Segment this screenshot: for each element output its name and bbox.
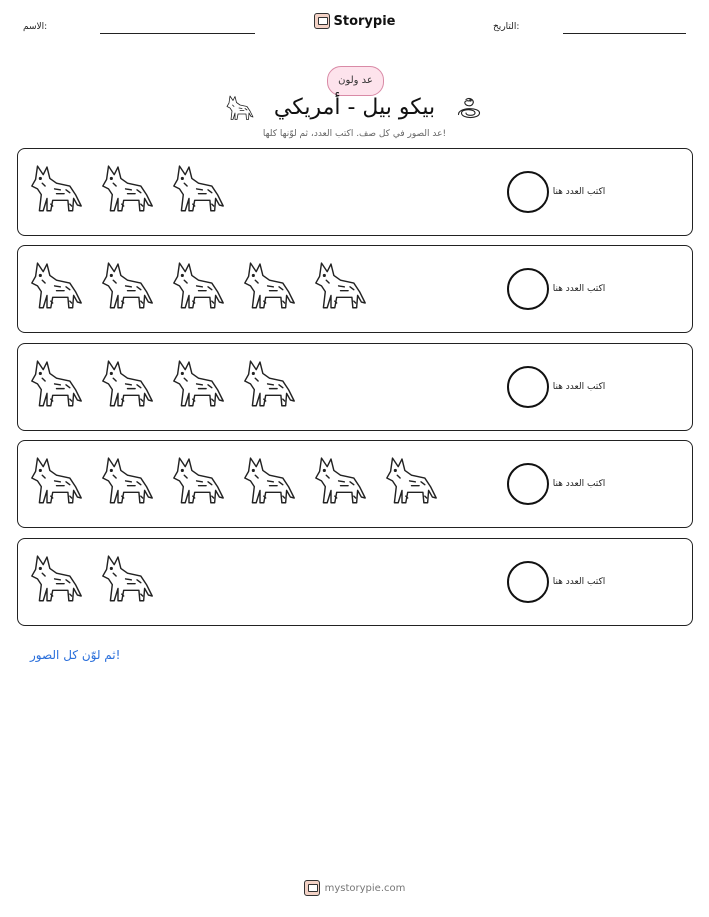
- animal-group: [28, 159, 227, 219]
- coyote-icon: [170, 256, 227, 316]
- coyote-icon: [99, 451, 156, 511]
- coyote-icon: [99, 549, 156, 609]
- coyote-icon: [312, 451, 369, 511]
- coyote-icon: [241, 256, 298, 316]
- animal-group: [28, 256, 369, 316]
- count-row-4: [17, 440, 693, 528]
- snake-icon: [454, 92, 484, 122]
- answer-circle[interactable]: [507, 463, 549, 505]
- logo-text: Storypie: [333, 13, 396, 29]
- count-row-3: [17, 343, 693, 431]
- name-line[interactable]: [100, 33, 255, 34]
- logo: [0, 13, 709, 33]
- coyote-icon: [99, 256, 156, 316]
- answer-label: اكتب العدد هنا: [552, 187, 606, 197]
- coyote-icon: [28, 549, 85, 609]
- answer-label: اكتب العدد هنا: [552, 382, 606, 392]
- answer-label: اكتب العدد هنا: [552, 479, 606, 489]
- coyote-icon: [241, 354, 298, 414]
- animal-group: [28, 549, 156, 609]
- coyote-icon: [170, 451, 227, 511]
- coyote-icon: [28, 354, 85, 414]
- count-row-5: [17, 538, 693, 626]
- answer-label: اكتب العدد هنا: [552, 577, 606, 587]
- count-row-1: [17, 148, 693, 236]
- coyote-icon: [28, 451, 85, 511]
- coyote-icon: [312, 256, 369, 316]
- coyote-icon: [170, 159, 227, 219]
- coyote-icon: [28, 256, 85, 316]
- coyote-icon: [170, 354, 227, 414]
- worksheet-title: بيكو بيل - أمريكي: [273, 94, 436, 120]
- animal-group: [28, 451, 440, 511]
- date-label: التاريخ:: [493, 22, 520, 32]
- date-line[interactable]: [563, 33, 686, 34]
- coyote-icon: [383, 451, 440, 511]
- answer-circle[interactable]: [507, 171, 549, 213]
- answer-circle[interactable]: [507, 366, 549, 408]
- title-row: [0, 92, 709, 126]
- coyote-icon: [28, 159, 85, 219]
- name-label: الاسم:: [23, 22, 48, 32]
- color-instruction: ثم لوّن كل الصور!: [30, 648, 121, 662]
- answer-label: اكتب العدد هنا: [552, 284, 606, 294]
- count-row-2: [17, 245, 693, 333]
- coyote-icon: [99, 159, 156, 219]
- answer-circle[interactable]: [507, 268, 549, 310]
- instructions: عد الصور في كل صف. اكتب العدد، ثم لوّنها كلها!: [262, 129, 447, 139]
- animal-group: [28, 354, 298, 414]
- coyote-icon: [99, 354, 156, 414]
- footer-url: mystorypie.com: [324, 882, 406, 894]
- coyote-icon: [241, 451, 298, 511]
- storypie-logo-icon: [304, 880, 320, 896]
- coyote-icon: [225, 92, 255, 122]
- answer-circle[interactable]: [507, 561, 549, 603]
- activity-badge: عد ولون: [327, 66, 384, 96]
- footer: [0, 880, 709, 899]
- storypie-logo-icon: [314, 13, 330, 29]
